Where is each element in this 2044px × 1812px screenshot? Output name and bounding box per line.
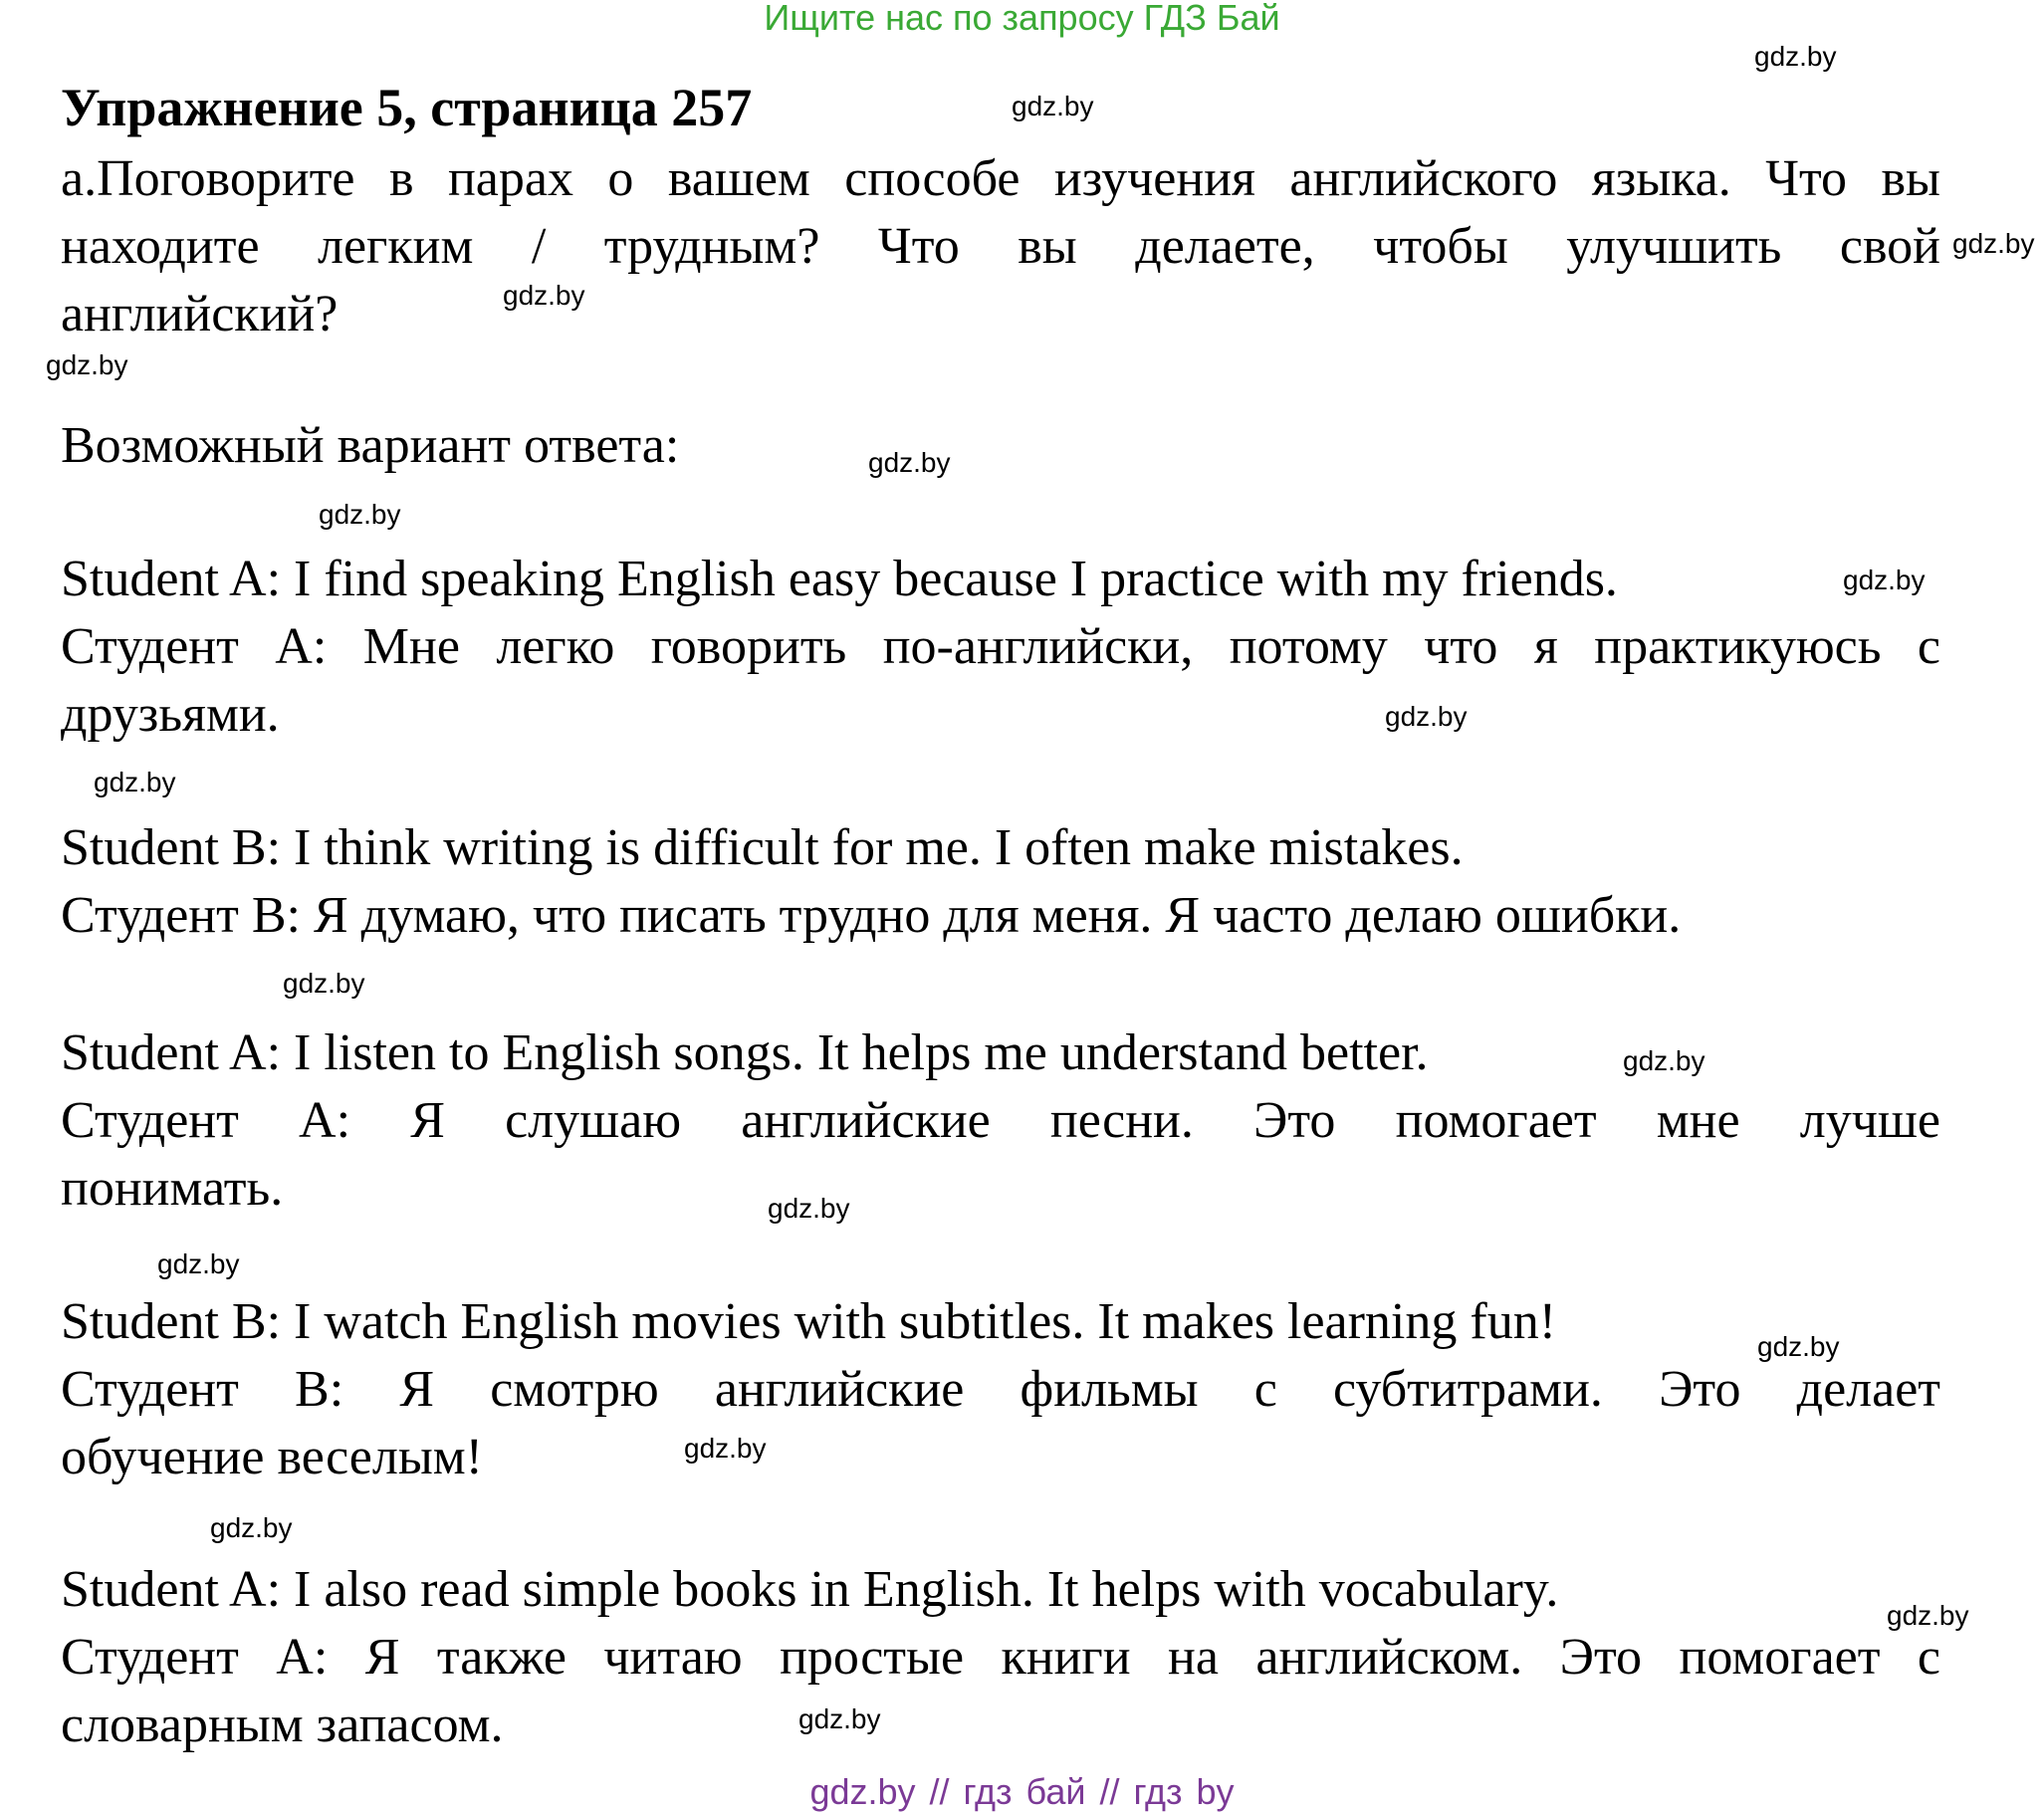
dialogue-russian-line-cont: словарным запасом. — [61, 1697, 504, 1753]
dialogue-english-line: Student A: I also read simple books in English. It helps with vocabulary. — [61, 1561, 1559, 1618]
watermark: gdz.by — [868, 447, 951, 478]
watermark: gdz.by — [1623, 1045, 1705, 1076]
dialogue-exchange-5 — [61, 1556, 1940, 1759]
dialogue-english-line: Student A: I listen to English songs. It helps me understand better. — [61, 1024, 1429, 1081]
exercise-title: Упражнение 5, страница 257 — [61, 78, 753, 137]
watermark: gdz.by — [157, 1248, 240, 1279]
search-banner: Ищите нас по запросу ГДЗ Бай — [764, 0, 1280, 38]
watermark: gdz.by — [768, 1193, 850, 1224]
watermark: gdz.by — [1952, 228, 2035, 259]
dialogue-russian-line: Студент А: Я также читаю простые книги на английском. Это помогает с — [61, 1629, 1940, 1686]
watermark: gdz.by — [1754, 41, 1837, 72]
answer-label-block — [61, 412, 1940, 480]
dialogue-exchange-2 — [61, 814, 1940, 950]
dialogue-russian-line: Студент В: Я думаю, что писать трудно для меня. Я часто делаю ошибки. — [61, 887, 1682, 944]
answer-label: Возможный вариант ответа: — [61, 417, 680, 474]
task-line-3: английский? — [61, 286, 339, 342]
watermark: gdz.by — [1012, 91, 1094, 121]
dialogue-russian-line-cont: обучение веселым! — [61, 1429, 483, 1485]
watermark: gdz.by — [1887, 1600, 1969, 1631]
watermark: gdz.by — [46, 349, 128, 380]
watermark: gdz.by — [503, 280, 585, 311]
dialogue-russian-line-cont: понимать. — [61, 1160, 284, 1217]
task-text — [61, 145, 1940, 348]
task-line-2: находите легким / трудным? Что вы делаете, чтобы улучшить свой — [61, 218, 1940, 275]
dialogue-english-line: Student B: I watch English movies with subtitles. It makes learning fun! — [61, 1293, 1557, 1350]
task-line-1: а.Поговорите в парах о вашем способе изучения английского языка. Что вы — [61, 150, 1940, 207]
watermark: gdz.by — [319, 499, 401, 530]
watermark: gdz.by — [210, 1512, 293, 1543]
watermark: gdz.by — [94, 767, 176, 797]
watermark: gdz.by — [684, 1433, 767, 1464]
dialogue-exchange-1 — [61, 546, 1940, 749]
watermark: gdz.by — [1385, 701, 1468, 732]
dialogue-russian-line: Студент А: Я слушаю английские песни. Это помогает мне лучше — [61, 1092, 1940, 1149]
footer-watermark: gdz.by // гдз бай // гдз by — [809, 1771, 1235, 1812]
dialogue-russian-line: Студент В: Я смотрю английские фильмы с субтитрами. Это делает — [61, 1361, 1940, 1418]
watermark: gdz.by — [798, 1703, 881, 1734]
dialogue-english-line: Student A: I find speaking English easy because I practice with my friends. — [61, 551, 1618, 607]
watermark: gdz.by — [1757, 1331, 1840, 1362]
watermark: gdz.by — [283, 968, 365, 999]
dialogue-english-line: Student B: I think writing is difficult for me. I often make mistakes. — [61, 819, 1464, 876]
dialogue-russian-line: Студент А: Мне легко говорить по-английски, потому что я практикуюсь с — [61, 618, 1940, 675]
watermark: gdz.by — [1843, 565, 1926, 595]
dialogue-exchange-4 — [61, 1288, 1940, 1491]
dialogue-russian-line-cont: друзьями. — [61, 686, 280, 743]
